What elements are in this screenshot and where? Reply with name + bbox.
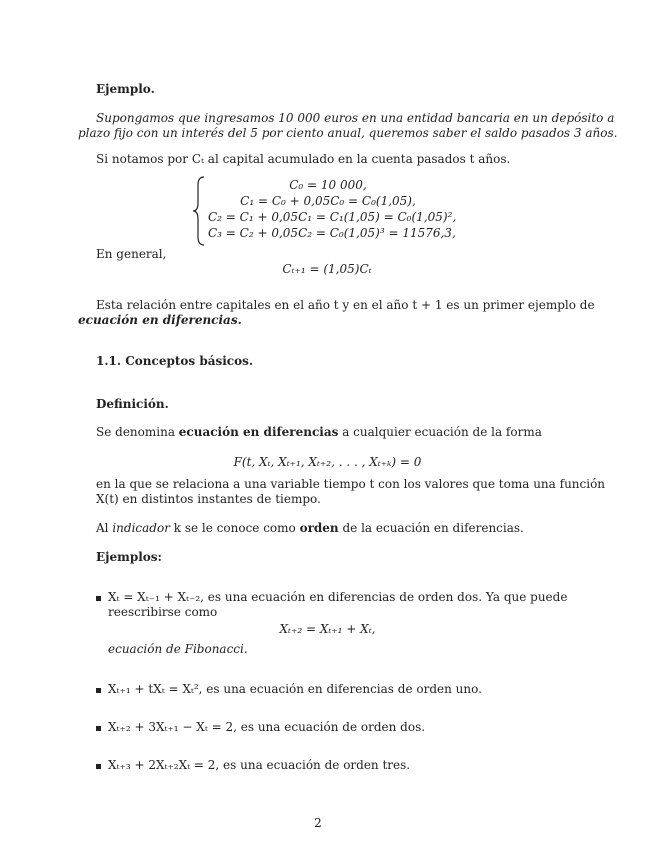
bullet-marker bbox=[96, 764, 101, 769]
order-mid: k se le conoce como bbox=[169, 521, 300, 535]
order-post: de la ecuación en diferencias. bbox=[338, 521, 524, 535]
bullet-2: Xₜ₊₁ + tXₜ = Xₜ², es una ecuación en diferencias de orden uno. bbox=[108, 682, 482, 696]
system-equation-3: C₃ = C₂ + 0,05C₂ = C₀(1,05)³ = 11576,3, bbox=[208, 226, 456, 240]
definition-heading: Definición. bbox=[96, 397, 169, 411]
order-term: orden bbox=[299, 521, 339, 535]
page-number: 2 bbox=[314, 816, 322, 830]
bullet-1-line-2: reescribirse como bbox=[108, 605, 218, 619]
bullet-1-equation: Xₜ₊₂ = Xₜ₊₁ + Xₜ, bbox=[279, 622, 376, 636]
definition-equation: F(t, Xₜ, Xₜ₊₁, Xₜ₊₂, . . . , Xₜ₊ₖ) = 0 bbox=[233, 455, 422, 469]
bullet-1-fibonacci: ecuación de Fibonacci. bbox=[108, 642, 248, 656]
example-paragraph-line-1: Supongamos que ingresamos 10 000 euros en una entidad bancaria en un depósito a bbox=[96, 111, 615, 125]
section-heading: 1.1. Conceptos básicos. bbox=[96, 354, 254, 368]
definition-post: a cualquier ecuación de la forma bbox=[338, 425, 542, 439]
general-label: En general, bbox=[96, 247, 167, 261]
bullet-marker bbox=[96, 596, 101, 601]
example-heading: Ejemplo. bbox=[96, 82, 155, 96]
definition-term: ecuación en diferencias bbox=[178, 425, 339, 439]
system-equation-0: C₀ = 10 000, bbox=[289, 178, 367, 192]
system-equation-2: C₂ = C₁ + 0,05C₁ = C₁(1,05) = C₀(1,05)², bbox=[208, 210, 457, 224]
notation-paragraph: Si notamos por Cₜ al capital acumulado en la cuenta pasados t años. bbox=[96, 152, 511, 166]
relates-paragraph-line-1: en la que se relaciona a una variable tiempo t con los valores que toma una función bbox=[96, 477, 606, 491]
system-equation-1: C₁ = C₀ + 0,05C₀ = C₀(1,05), bbox=[240, 194, 416, 208]
left-brace-icon bbox=[192, 175, 208, 247]
order-indicator: indicador bbox=[112, 521, 170, 535]
order-paragraph bbox=[96, 521, 524, 536]
bullet-3: Xₜ₊₂ + 3Xₜ₊₁ − Xₜ = 2, es una ecuación de orden dos. bbox=[108, 720, 426, 734]
definition-pre: Se denomina bbox=[96, 425, 179, 439]
relates-paragraph-line-2: X(t) en distintos instantes de tiempo. bbox=[96, 492, 321, 506]
general-equation: Cₜ₊₁ = (1,05)Cₜ bbox=[282, 262, 372, 276]
example-paragraph-line-2: plazo fijo con un interés del 5 por ciento anual, queremos saber el saldo pasados 3 años. bbox=[78, 126, 618, 140]
relation-term: ecuación en diferencias. bbox=[78, 313, 242, 327]
relation-paragraph-line-1: Esta relación entre capitales en el año t y en el año t + 1 es un primer ejemplo de bbox=[96, 298, 595, 312]
examples-heading: Ejemplos: bbox=[96, 550, 162, 564]
definition-paragraph bbox=[96, 425, 542, 440]
bullet-marker bbox=[96, 688, 101, 693]
order-pre: Al bbox=[96, 521, 113, 535]
bullet-4: Xₜ₊₃ + 2Xₜ₊₂Xₜ = 2, es una ecuación de orden tres. bbox=[108, 758, 411, 772]
bullet-1-line-1: Xₜ = Xₜ₋₁ + Xₜ₋₂, es una ecuación en diferencias de orden dos. Ya que puede bbox=[108, 590, 568, 604]
equation-system bbox=[192, 175, 457, 247]
bullet-marker bbox=[96, 726, 101, 731]
